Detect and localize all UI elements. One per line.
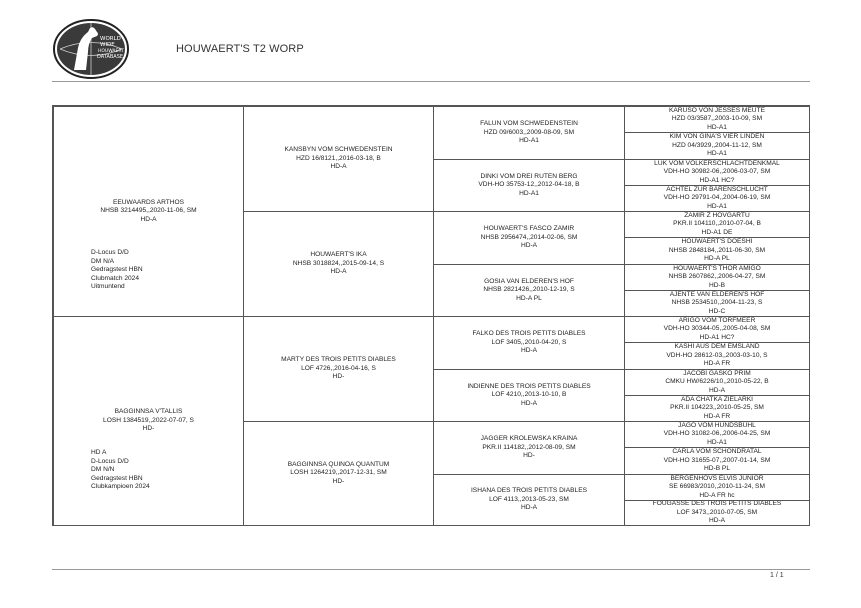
gen4-ancestor: FOUGASSE DES TROIS PETITS DIABLES LOF 3473,,2010-07-05, SM HD-A: [624, 500, 810, 526]
gen2-ancestor: BAGGINNSA QUINOA QUANTUM LOSH 1264219,,2017-12-31, SM HD-: [243, 421, 434, 526]
dam-cell: [53, 316, 244, 526]
dam-notes: HD A D-Locus D/D DM N/N Gedragstest HBN Clubkampioen 2024: [91, 449, 150, 491]
gen3-ancestor: HOUWAERT'S FASCO ZAMIR NHSB 2956474,,2014-02-06, SM HD-A: [433, 211, 625, 265]
sire-registration: NHSB 3214495,,2020-11-06, SM: [100, 207, 197, 215]
sire-name: EEUWAARDS ARTHOS: [112, 198, 185, 206]
gen4-ancestor: KIM VON GINA'S VIER LINDEN HZD 04/3929,,2004-11-12, SM HD-A1: [624, 132, 810, 160]
gen4-ancestor: ZAMIR Z HOVGARTU PKR.II 104110,,2010-07-04, B HD-A1 DE: [624, 211, 810, 238]
dam-registration: LOSH 1384519,,2022-07-07, S: [103, 416, 194, 424]
footer-divider: [52, 569, 810, 570]
gen4-ancestor: ARIGO VOM TORFMEER VDH-HO 30344-05,,2005-04-08, SM HD-A1 HC?: [624, 316, 810, 343]
svg-text:HOUWAERT: HOUWAERT: [98, 49, 124, 54]
gen4-ancestor: ADA CHATKA ZIELARKI PKR.II 104223,,2010-05-25, SM HD-A FR: [624, 395, 810, 422]
gen4-ancestor: JACOBI GASKO PRIM CMKU HW/6226/10,,2010-05-22, B HD-A: [624, 369, 810, 396]
svg-text:WORLD: WORLD: [100, 36, 121, 42]
globe-dog-logo-icon: [52, 18, 130, 80]
document-title: HOUWAERT'S T2 WORP: [176, 43, 304, 55]
gen3-ancestor: DINKI VOM DREI RUTEN BERG VDH-HO 35753-12,,2012-04-18, B HD-A1: [433, 159, 625, 212]
sire-notes: D-Locus D/D DM N/A Gedragstest HBN Clubmatch 2024 Uitmuntend: [91, 249, 143, 291]
gen4-ancestor: KARUSO VON JESSES MEUTE HZD 03/3587,,2003-10-09, SM HD-A1: [624, 106, 810, 133]
gen2-ancestor: KANSBYN VOM SCHWEDENSTEIN HZD 16/8121,,2016-03-18, B HD-A: [243, 106, 434, 212]
gen4-ancestor: AJENTE VAN ELDEREN'S HOF NHSB 2534510,,2004-11-23, S HD-C: [624, 290, 810, 317]
gen4-ancestor: HOUWAERT'S DOESHI NHSB 2848184,,2011-06-30, SM HD-A PL: [624, 237, 810, 265]
pedigree-table: [52, 105, 810, 526]
page-number: 1 / 1: [770, 572, 784, 579]
gen2-ancestor: HOUWAERT'S IKA NHSB 3018824,,2015-09-14, S HD-A: [243, 211, 434, 317]
gen4-ancestor: ACHTEL ZUR BÄRENSCHLUCHT VDH-HO 29791-04,,2004-06-19, SM HD-A1: [624, 185, 810, 212]
dam-hd: HD-: [142, 425, 155, 433]
sire-hd: HD-A: [140, 215, 157, 223]
dam-name: BAGGINNSA V'TALLIS: [114, 408, 183, 416]
gen3-ancestor: INDIENNE DES TROIS PETITS DIABLES LOF 4210,,2013-10-10, B HD-A: [433, 369, 625, 422]
header-divider: [52, 81, 810, 82]
gen3-ancestor: ISHANA DES TROIS PETITS DIABLES LOF 4113,,2013-05-23, SM HD-A: [433, 474, 625, 526]
gen4-ancestor: JAGO VOM HUNDSBÜHL VDH-HO 31082-06,,2006-04-25, SM HD-A1: [624, 421, 810, 448]
gen4-ancestor: CARLA VOM SCHONDRATAL VDH-HO 31655-07,,2007-01-14, SM HD-B PL: [624, 447, 810, 475]
gen3-ancestor: FALUN VOM SCHWEDENSTEIN HZD 09/6003,,2009-08-09, SM HD-A1: [433, 106, 625, 160]
gen4-ancestor: KASHI AUS DEM EMSLAND VDH-HO 28612-03,,2003-03-10, S HD-A FR: [624, 342, 810, 370]
svg-text:DATABASE: DATABASE: [97, 54, 124, 60]
gen3-ancestor: GOSIA VAN ELDEREN'S HOF NHSB 2821426,,2010-12-19, S HD-A PL: [433, 264, 625, 317]
gen4-ancestor: LUK VOM VÖLKERSCHLACHTDENKMAL VDH-HO 30982-06,,2006-03-07, SM HD-A1 HC?: [624, 159, 810, 186]
gen3-ancestor: JAGGER KROLEWSKA KRAINA PKR.II 114182,,2012-08-09, SM HD-: [433, 421, 625, 475]
sire-cell: [53, 106, 244, 317]
gen4-ancestor: HOUWAERT'S THOR AMIGO NHSB 2607862,,2006-04-27, SM HD-B: [624, 264, 810, 291]
gen3-ancestor: FALKO DES TROIS PETITS DIABLES LOF 3405,,2010-04-20, S HD-A: [433, 316, 625, 370]
svg-text:WIDE: WIDE: [100, 42, 115, 48]
gen4-ancestor: BERGENHOVS ELVIS JUNIOR SE 66983/2010,,2010-11-24, SM HD-A FR hc: [624, 474, 810, 501]
gen2-ancestor: MARTY DES TROIS PETITS DIABLES LOF 4726,,2016-04-16, S HD-: [243, 316, 434, 422]
world-wide-houwaert-database-logo: [52, 18, 130, 80]
